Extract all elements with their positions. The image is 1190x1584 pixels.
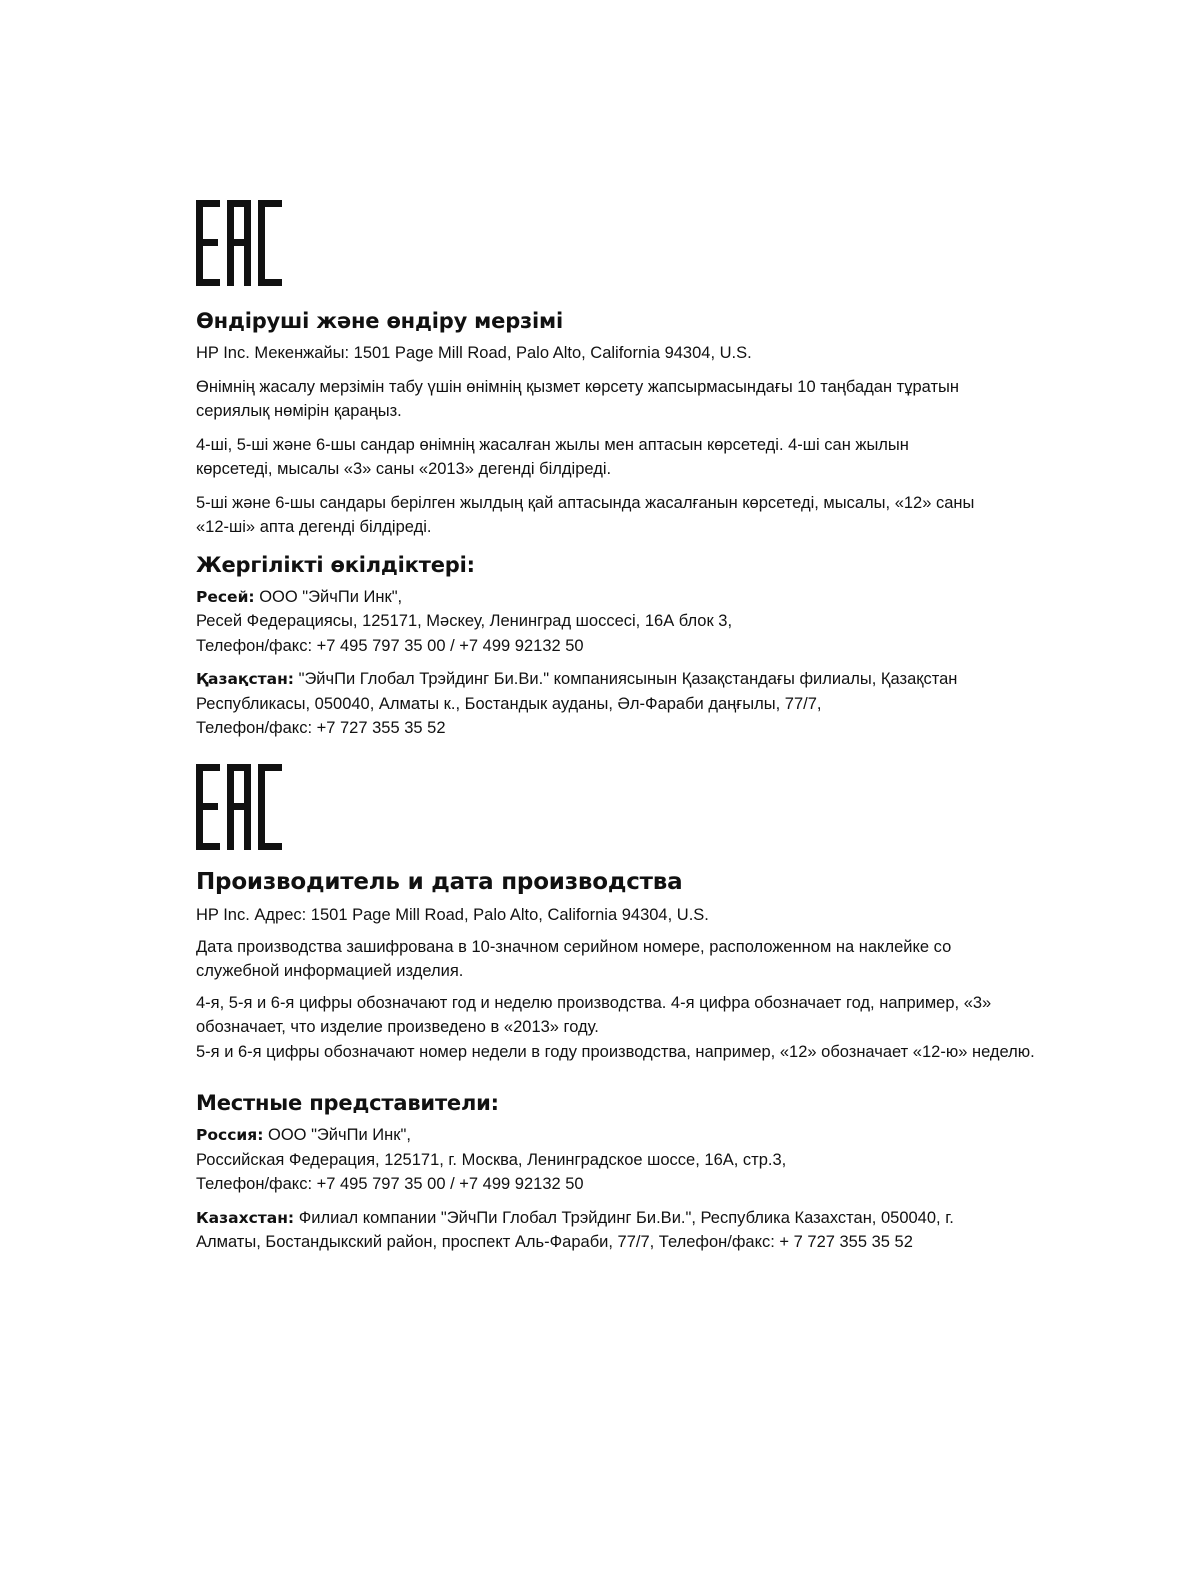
kz-address: HP Inc. Мекенжайы: 1501 Page Mill Road, Palo Alto, California 94304, U.S. <box>196 344 752 362</box>
kz-paragraph-1 <box>196 375 1156 424</box>
kz-paragraph-2-line-2: көрсетеді, мысалы «3» саны «2013» дегенді білдіреді. <box>196 460 612 478</box>
ru-rep-russia-line-1: ООО "ЭйчПи Инк", <box>263 1126 411 1144</box>
ru-rep-kazakhstan <box>196 1206 1156 1255</box>
section-russian <box>196 764 1035 1251</box>
ru-rep-russia-line-2: Российская Федерация, 125171, г. Москва, Ленинградское шоссе, 16А, стр.3, <box>196 1150 787 1169</box>
ru-paragraph-2-line-1: 4-я, 5-я и 6-я цифры обозначают год и неделю производства. 4-я цифра обозначает год, например, «3» <box>196 993 992 1012</box>
section-kazakh <box>196 200 975 737</box>
ru-address: HP Inc. Адрес: 1501 Page Mill Road, Palo Alto, California 94304, U.S. <box>196 906 709 924</box>
kz-paragraph-1-line-1: Өнімнің жасалу мерзімін табу үшін өнімнің қызмет көрсету жапсырмасындағы 10 таңбадан тұратын <box>196 377 959 396</box>
kz-representatives-title: Жергілікті өкілдіктері: <box>196 552 475 577</box>
kz-manufacturer-title: Өндіруші және өндіру мерзімі <box>196 309 563 333</box>
ru-rep-russia-label: Россия: <box>196 1126 264 1144</box>
kz-rep-kazakhstan-line-1: "ЭйчПи Глобал Трэйдинг Би.Ви." компаниясынын Қазақстандағы филиалы, Қазақстан <box>294 670 958 688</box>
ru-paragraph-1-line-2: служебной информацией изделия. <box>196 962 464 980</box>
kz-paragraph-3-line-1: 5-ші және 6-шы сандары берілген жылдың қай аптасында жасалғанын көрсетеді, мысалы, «12» саны <box>196 493 975 512</box>
kz-rep-russia-line-3: Телефон/факс: +7 495 797 35 00 / +7 499 92132 50 <box>196 636 584 655</box>
ru-manufacturer-title: Производитель и дата производства <box>196 869 683 895</box>
ru-rep-kazakhstan-line-1: Филиал компании "ЭйчПи Глобал Трэйдинг Би.Ви.", Республика Казахстан, 050040, г. <box>294 1208 954 1227</box>
kz-rep-russia-line-1: ООО "ЭйчПи Инк", <box>254 587 403 606</box>
kz-rep-kazakhstan-line-3: Телефон/факс: +7 727 355 35 52 <box>196 719 446 737</box>
ru-rep-kazakhstan-line-2: Алматы, Бостандыкский район, проспект Аль-Фараби, 77/7, Телефон/факс: + 7 727 355 35 52 <box>196 1233 913 1251</box>
ru-rep-kazakhstan-label: Казахстан: <box>196 1208 295 1227</box>
kz-rep-russia-label: Ресей: <box>196 587 255 606</box>
kz-rep-kazakhstan-line-2: Республикасы, 050040, Алматы к., Бостандык ауданы, Әл-Фараби даңғылы, 77/7, <box>196 694 822 713</box>
ru-paragraph-3: 5-я и 6-я цифры обозначают номер недели в году производства, например, «12» обозначает «12-ю» неделю. <box>196 1042 1035 1061</box>
kz-paragraph-1-line-2: сериялық нөмірін қараңыз. <box>196 402 402 420</box>
eac-logo <box>196 200 284 286</box>
kz-paragraph-2-line-1: 4-ші, 5-ші және 6-шы сандар өнімнің жасалған жылы мен аптасын көрсетеді. 4-ші сан жылын <box>196 435 909 454</box>
ru-paragraph-2-line-2: обозначает, что изделие произведено в «2013» году. <box>196 1018 599 1036</box>
ru-paragraph-1 <box>196 935 1156 984</box>
kz-rep-kazakhstan-label: Қазақстан: <box>196 670 294 688</box>
kz-rep-russia <box>196 585 1156 659</box>
kz-paragraph-2 <box>196 433 1156 482</box>
ru-paragraph-2 <box>196 991 1156 1040</box>
kz-rep-russia-line-2: Ресей Федерациясы, 125171, Мәскеу, Ленинград шоссесі, 16А блок 3, <box>196 612 733 630</box>
ru-paragraph-1-line-1: Дата производства зашифрована в 10-значном серийном номере, расположенном на наклейке со <box>196 937 952 956</box>
eac-logo <box>196 764 284 850</box>
kz-paragraph-3-line-2: «12-ші» апта дегенді білдіреді. <box>196 518 432 536</box>
ru-rep-russia-line-3: Телефон/факс: +7 495 797 35 00 / +7 499 92132 50 <box>196 1175 584 1193</box>
kz-paragraph-3 <box>196 491 1156 540</box>
ru-rep-russia <box>196 1123 1156 1197</box>
kz-rep-kazakhstan <box>196 667 1156 741</box>
ru-representatives-title: Местные представители: <box>196 1091 499 1115</box>
